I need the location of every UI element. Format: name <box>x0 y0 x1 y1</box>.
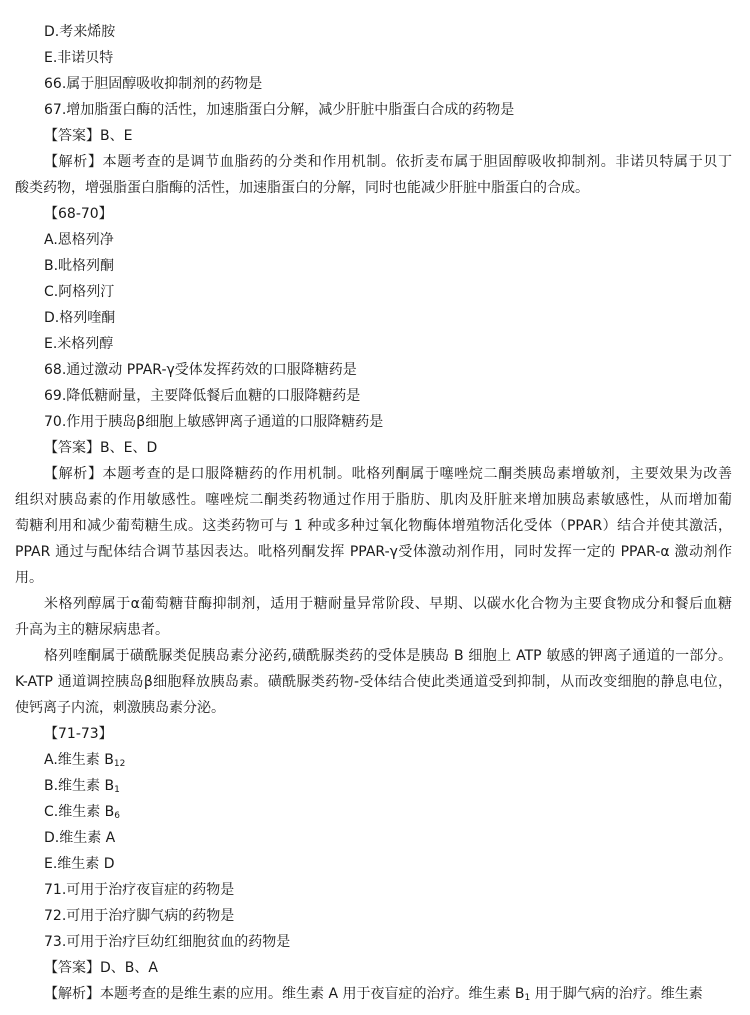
option-line: E.非诺贝特 <box>44 50 114 66</box>
analysis-text: 用于脚气病的治疗。维生素 <box>530 986 703 1002</box>
question-line: 73.可用于治疗巨幼红细胞贫血的药物是 <box>44 934 291 950</box>
question-line: 69.降低糖耐量，主要降低餐后血糖的口服降糖药是 <box>44 388 361 404</box>
option-line <box>0 773 750 799</box>
answer-line: 【答案】B、E <box>44 128 133 144</box>
analysis-line: 升高为主的糖尿病患者。 <box>15 622 169 638</box>
option-line: E.米格列醇 <box>44 336 114 352</box>
group-heading: 【71-73】 <box>44 726 113 742</box>
subscript: 1 <box>524 993 531 1003</box>
option-text: A.维生素 B <box>44 752 114 768</box>
question-line: 72.可用于治疗脚气病的药物是 <box>44 908 235 924</box>
question-line: 68.通过激动 PPAR-γ受体发挥药效的口服降糖药是 <box>44 362 357 378</box>
analysis-line: 格列喹酮属于磺酰脲类促胰岛素分泌药,磺酰脲类药的受体是胰岛 B 细胞上 ATP 敏感的钾离子通道的一部分。 <box>44 648 732 664</box>
question-line: 70.作用于胰岛β细胞上敏感钾离子通道的口服降糖药是 <box>44 414 384 430</box>
question-line: 66.属于胆固醇吸收抑制剂的药物是 <box>44 76 263 92</box>
option-line: B.吡格列酮 <box>44 258 115 274</box>
option-line: D.考来烯胺 <box>44 24 116 40</box>
option-line <box>0 799 750 825</box>
analysis-line: 使钙离子内流，刺激胰岛素分泌。 <box>15 700 225 716</box>
option-line: D.格列喹酮 <box>44 310 116 326</box>
answer-line: 【答案】D、B、A <box>44 960 158 976</box>
option-line: A.恩格列净 <box>44 232 114 248</box>
analysis-line: 【解析】本题考查的是口服降糖药的作用机制。吡格列酮属于噻唑烷二酮类胰岛素增敏剂，主要效果为改善 <box>44 466 732 482</box>
analysis-line: 米格列醇属于α葡萄糖苷酶抑制剂，适用于糖耐量异常阶段、早期、以碳水化合物为主要食物成分和餐后血糖 <box>44 596 732 612</box>
analysis-text: 【解析】本题考查的是维生素的应用。维生素 A 用于夜盲症的治疗。维生素 B <box>44 986 525 1002</box>
subscript: 1 <box>114 785 120 795</box>
option-line: C.阿格列汀 <box>44 284 115 300</box>
option-line: D.维生素 A <box>44 830 116 846</box>
analysis-line: 用。 <box>15 570 43 586</box>
analysis-line: K-ATP 通道调控胰岛β细胞释放胰岛素。磺酰脲类药物-受体结合使此类通道受到抑制，从而改变细胞的静息电位， <box>15 674 732 690</box>
subscript: 6 <box>114 811 121 821</box>
analysis-line <box>0 981 750 1007</box>
analysis-line: 【解析】本题考查的是调节血脂药的分类和作用机制。依折麦布属于胆固醇吸收抑制剂。非诺贝特属于贝丁 <box>44 154 732 170</box>
subscript: 12 <box>113 759 126 769</box>
question-line: 71.可用于治疗夜盲症的药物是 <box>44 882 235 898</box>
analysis-line: PPAR 通过与配体结合调节基因表达。吡格列酮发挥 PPAR-γ受体激动剂作用，同时发挥一定的 PPAR-α 激动剂作 <box>15 544 732 560</box>
analysis-line: 组织对胰岛素的作用敏感性。噻唑烷二酮类药物通过作用于脂肪、肌肉及肝脏来增加胰岛素敏感性，从而增加葡 <box>15 492 732 508</box>
option-line <box>0 747 750 773</box>
analysis-line: 酸类药物，增强脂蛋白脂酶的活性，加速脂蛋白的分解，同时也能减少肝脏中脂蛋白的合成。 <box>15 180 589 196</box>
answer-line: 【答案】B、E、D <box>44 440 158 456</box>
group-heading: 【68-70】 <box>44 206 113 222</box>
question-line: 67.增加脂蛋白酶的活性，加速脂蛋白分解，减少肝脏中脂蛋白合成的药物是 <box>44 102 515 118</box>
option-text: C.维生素 B <box>44 804 115 820</box>
analysis-line: 萄糖利用和减少葡萄糖生成。这类药物可与 1 种或多种过氧化物酶体增殖物活化受体（PPAR）结合并使其激活， <box>15 518 732 534</box>
option-text: B.维生素 B <box>44 778 115 794</box>
option-line: E.维生素 D <box>44 856 115 872</box>
